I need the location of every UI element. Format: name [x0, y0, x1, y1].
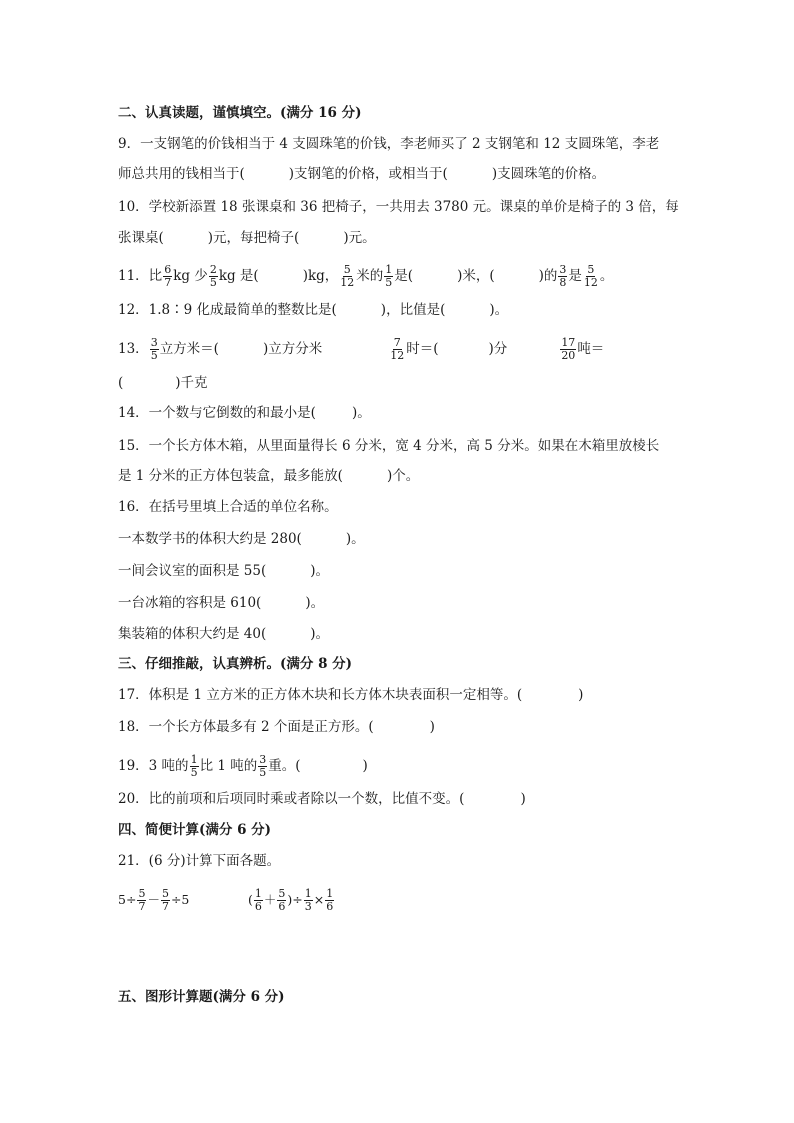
section-2-heading: 二、认真读题，谨慎填空。(满分 16 分): [118, 105, 362, 121]
section-4-heading: 四、简便计算(满分 6 分): [118, 822, 272, 838]
question-15-line-2: 是 1 分米的正方体包装盒，最多能放( )个。: [118, 468, 420, 484]
fraction: $\frac{6}{7}$: [164, 263, 172, 289]
fraction: $\frac{5}{6}$: [278, 887, 286, 913]
fraction: $\frac{5}{12}$: [340, 263, 355, 289]
question-16-item-4: 集装箱的体积大约是 40( )。: [118, 626, 330, 642]
section-3-heading: 三、仔细推敲，认真辨析。(满分 8 分): [118, 656, 353, 672]
question-12: 12．1.8∶9 化成最简单的整数比是( )，比值是( )。: [118, 302, 509, 318]
fraction: $\frac{5}{12}$: [583, 263, 598, 289]
fraction: $\frac{1}{6}$: [254, 887, 262, 913]
question-15-line-1: 15．一个长方体木箱，从里面量得长 6 分米，宽 4 分米，高 5 分米。如果在木箱里放棱长: [118, 438, 660, 454]
fraction: $\frac{1}{6}$: [326, 887, 334, 913]
question-10-line-2: 张课桌( )元，每把椅子( )元。: [118, 230, 376, 246]
fraction: $\frac{5}{7}$: [161, 887, 169, 913]
question-9-line-1: 9．一支钢笔的价钱相当于 4 支圆珠笔的价钱，李老师买了 2 支钢笔和 12 支圆珠笔，李老: [118, 136, 660, 152]
question-10-line-1: 10．学校新添置 18 张课桌和 36 把椅子，一共用去 3780 元。课桌的单价是椅子的 3 倍，每: [118, 199, 679, 215]
fraction: $\frac{1}{3}$: [304, 887, 312, 913]
question-16-item-3: 一台冰箱的容积是 610( )。: [118, 595, 325, 611]
fraction: $\frac{1}{5}$: [190, 753, 198, 779]
question-19: 19．3 吨的 $\frac{1}{5}$ 比 1 吨的 $\frac{3}{5}$ 重。( ): [118, 753, 368, 779]
question-11: 11．比 $\frac{6}{7}$ kg 少 $\frac{2}{5}$ kg 是( )kg， $\frac{5}{12}$ 米的 $\frac{1}{5}$ 是( )米，( )的 $\frac{3}{8}$ 是 $\frac{5}{12}$ 。: [118, 263, 614, 289]
question-13-line-2: ( )千克: [118, 375, 208, 391]
question-17: 17．体积是 1 立方米的正方体木块和长方体木块表面积一定相等。( ): [118, 687, 584, 703]
expression-2: ( $\frac{1}{6}$ ＋ $\frac{5}{6}$ )÷ $\frac{1}{3}$ × $\frac{1}{6}$: [248, 887, 334, 913]
question-14: 14．一个数与它倒数的和最小是( )。: [118, 405, 371, 421]
question-9-line-2: 师总共用的钱相当于( )支钢笔的价格，或相当于( )支圆珠笔的价格。: [118, 166, 606, 182]
question-16-item-1: 一本数学书的体积大约是 280( )。: [118, 531, 365, 547]
question-16-item-2: 一间会议室的面积是 55( )。: [118, 563, 330, 579]
fraction: $\frac{5}{7}$: [138, 887, 146, 913]
section-5-heading: 五、图形计算题(满分 6 分): [118, 989, 285, 1005]
question-21-intro: 21．(6 分)计算下面各题。: [118, 853, 281, 869]
fraction: $\frac{3}{8}$: [559, 263, 567, 289]
question-13-line-1: 13． $\frac{3}{5}$ 立方米＝( )立方分米 $\frac{7}{12}$ 时＝( )分 $\frac{17}{20}$ 吨＝: [118, 336, 605, 362]
fraction: $\frac{7}{12}$: [390, 336, 405, 362]
question-18: 18．一个长方体最多有 2 个面是正方形。( ): [118, 719, 435, 735]
expression-1: 5÷ $\frac{5}{7}$ － $\frac{5}{7}$ ÷5: [118, 887, 190, 913]
question-20: 20．比的前项和后项同时乘或者除以一个数，比值不变。( ): [118, 791, 526, 807]
fraction: $\frac{3}{5}$: [259, 753, 267, 779]
fraction: $\frac{17}{20}$: [561, 336, 576, 362]
question-16-intro: 16．在括号里填上合适的单位名称。: [118, 499, 338, 515]
fraction: $\frac{2}{5}$: [209, 263, 217, 289]
fraction: $\frac{3}{5}$: [150, 336, 158, 362]
fraction: $\frac{1}{5}$: [385, 263, 393, 289]
